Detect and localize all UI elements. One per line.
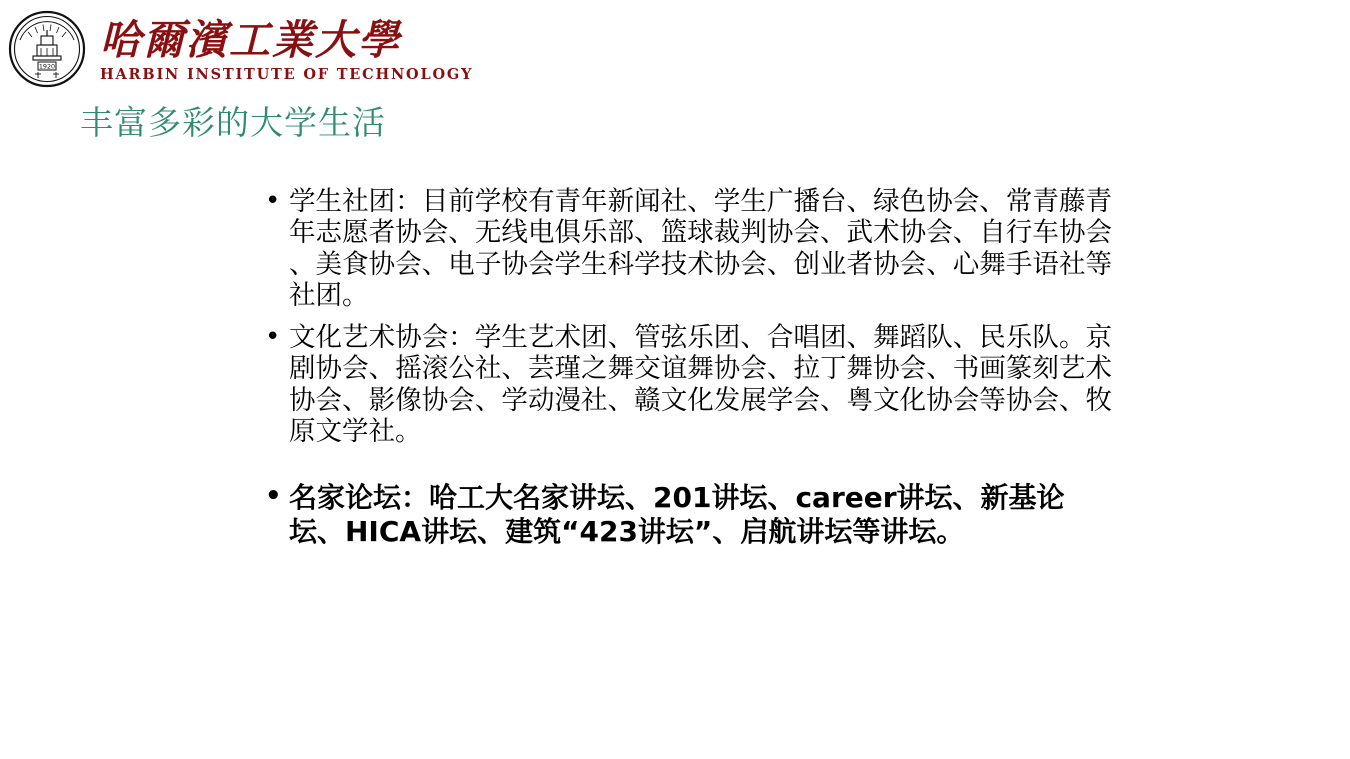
- university-name-cn: 哈爾濱工業大學: [100, 15, 401, 64]
- list-item-highlight: • 名家论坛：哈工大名家讲坛、201讲坛、career讲坛、新基论坛、HICA讲坛、建筑“423讲坛”、启航讲坛等讲坛。: [262, 481, 1112, 548]
- list-item: • 文化艺术协会：学生艺术团、管弦乐团、合唱团、舞蹈队、民乐队。京剧协会、摇滚公社、芸瑾之舞交谊舞协会、拉丁舞协会、书画篆刻艺术协会、影像协会、学动漫社、赣文化发展学会、粤文化协会等协会、牧原文学社。: [262, 322, 1112, 447]
- seal-year-text: 1920: [38, 62, 56, 71]
- list-item: • 学生社团：目前学校有青年新闻社、学生广播台、绿色协会、常青藤青年志愿者协会、无线电俱乐部、篮球裁判协会、武术协会、自行车协会 、美食协会、电子协会学生科学技术协会、创业者协会、心舞手语社等社团。: [262, 186, 1112, 311]
- slide-content: [262, 186, 1112, 548]
- page-title: 丰富多彩的大学生活: [80, 103, 386, 142]
- university-wordmark: [100, 15, 473, 83]
- university-seal-icon: [8, 10, 86, 88]
- bullet-list: [262, 186, 1112, 548]
- university-branding: [8, 10, 473, 88]
- university-name-en: HARBIN INSTITUTE OF TECHNOLOGY: [100, 66, 474, 84]
